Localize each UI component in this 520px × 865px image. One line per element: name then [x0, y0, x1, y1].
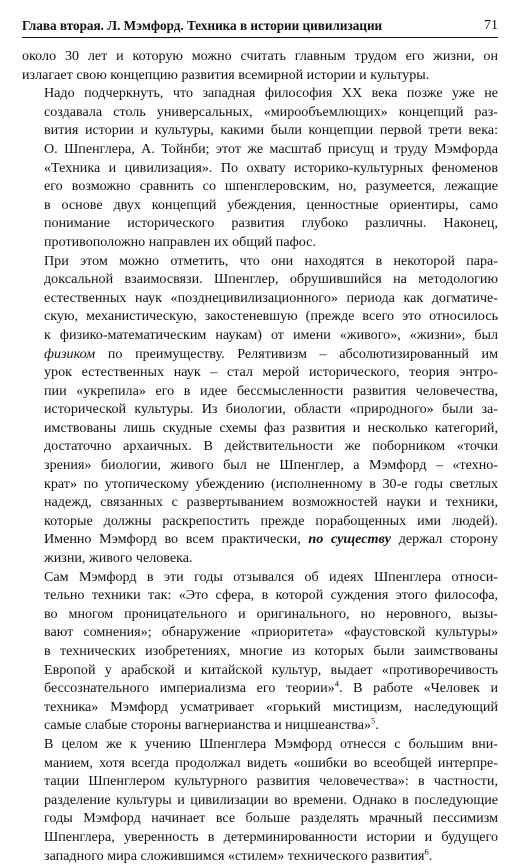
text-line: около 30 лет и которую можно считать главным трудом его жизни, он	[22, 48, 498, 64]
text-line: вития истории и культуры, какими были концепции первой трети века:	[44, 122, 498, 139]
text-line: Именно Мэмфорд во всем практически, по существу держал сторону	[44, 531, 498, 548]
text-line: техника» Мэмфорд усматривает «горький мистицизм, наследующий	[44, 698, 498, 715]
text-line: Европой у арабской и китайской культур, выдает «противоречивость	[44, 661, 498, 678]
text-line: доксальной взаимосвязи. Шпенглер, обрушившийся на методологию	[44, 271, 498, 288]
paragraph-2	[22, 84, 498, 251]
text-line: разделение культуры и цивилизации во времени. Однако в последующие	[44, 791, 498, 808]
text-line: западного мира сложившимся «стилем» технического развития$^6$.	[44, 846, 433, 864]
text-line: Шпенглера, уверенность в детерминированности истории и будущего	[44, 828, 498, 845]
paragraph-1	[22, 47, 498, 84]
footnote-ref-6[interactable]: 6	[424, 846, 429, 856]
text-line: имствованы лишь скудные схемы фаз развития и несколько категорий,	[44, 419, 498, 436]
text-line: урок естественных наук – стал мерой исторического, теория энтро-	[44, 364, 498, 381]
text-line: противоположно направлен их общий пафос.	[44, 233, 316, 250]
text-line: пии «укрепила» его в идее бессмысленности развития человечества,	[44, 382, 498, 399]
paragraph-5	[22, 735, 498, 865]
text-line: скую, механистическую, закостеневшую (прежде всего это относилось	[44, 308, 498, 325]
text-line: которые должны раскрепостить прежде порабощенных ими людей).	[44, 512, 498, 529]
text-line: При этом можно отметить, что они находятся в некоторой пара-	[44, 252, 498, 269]
italic-term: физиком	[44, 345, 96, 362]
text-line: создавала столь универсальных, «мирообъемлющих» концепций раз-	[44, 103, 498, 120]
text-line: Сам Мэмфорд в эти годы отзывался об идеях Шпенглера относи-	[44, 568, 498, 585]
text-line: «Техника и цивилизация». По охвату историко-культурных феноменов	[44, 159, 498, 176]
footnote-ref-4[interactable]: 4	[334, 679, 339, 689]
text-line: физиком по преимуществу. Релятивизм – абсолютизированный им	[44, 345, 498, 362]
text-line: годы Мэмфорд начинает все больше разделять мрачный пессимизм	[44, 810, 498, 827]
footnote-ref-5[interactable]: 5	[371, 716, 376, 726]
text-line: к физико-математическим наукам) от имени «живого», «жизни», был	[44, 326, 498, 343]
text-line: излагает свою концепцию развития всемирной истории и культуры.	[22, 66, 430, 83]
text-line: в основе двух концепций убеждения, ценностные ориентиры, само	[44, 196, 498, 213]
text-line: крат» по утопическому убеждению (исполненному в 30-е годы светлых	[44, 475, 498, 492]
text-line: понимание исторического развития глубоко различны. Наконец,	[44, 215, 498, 232]
paragraph-3	[22, 252, 498, 568]
text-line: манием, хотя всегда продолжал видеть «ошибки во всеобщей интерпре-	[44, 754, 498, 771]
body-text	[22, 47, 498, 865]
chapter-title: Глава вторая. Л. Мэмфорд. Техника в истории цивилизации	[22, 18, 383, 33]
text-line: во многом проницательного и оригинального, но неровного, вызы-	[44, 605, 498, 622]
text-line: исторической культуры. Из биологии, области «природного» были за-	[44, 401, 498, 418]
text-line: В целом же к учению Шпенглера Мэмфорд отнесся с большим вни-	[44, 735, 498, 752]
running-header	[22, 18, 498, 38]
text-line: зрения» биологии, живого был не Шпенглер, а Мэмфорд – «техно-	[44, 457, 498, 474]
paragraph-4	[22, 568, 498, 735]
text-line: бессознательного империализма его теории»$^4$. В работе «Человек и	[44, 679, 498, 697]
text-line: надежд, связанных с развертыванием возможностей науки и техники,	[44, 494, 498, 511]
text-line: достаточно архаичных. В действительности же поборником «точки	[44, 438, 498, 455]
text-line: его возможно сравнить со шпенглеровским, но, разумеется, лежащие	[44, 178, 498, 195]
text-line: жизни, живого человека.	[44, 550, 193, 567]
text-line: естественных наук «позднецивилизационного» периода как догматиче-	[44, 289, 498, 306]
page-number: 71	[484, 18, 498, 33]
text-line: О. Шпенглера, А. Тойнби; этот же масштаб присущ и труду Мэмфорда	[44, 140, 498, 157]
text-line: вают сомнения»; обнаружение «приоритета» «фаустовской культуры»	[44, 624, 498, 641]
text-line: тельно техники так: «Это сфера, в которой суждения этого философа,	[44, 587, 498, 604]
text-line: в технических изобретениях, многие из которых были заимствованы	[44, 643, 498, 659]
text-line: тации Шпенглером культурного развития человечества»: в частности,	[44, 773, 498, 790]
text-line: самые слабые стороны вагнерианства и ницшеанства»$^5$.	[44, 716, 379, 734]
text-line: Надо подчеркнуть, что западная философия XX века позже уже не	[44, 85, 498, 102]
emphasis-text: по существу	[308, 531, 392, 548]
